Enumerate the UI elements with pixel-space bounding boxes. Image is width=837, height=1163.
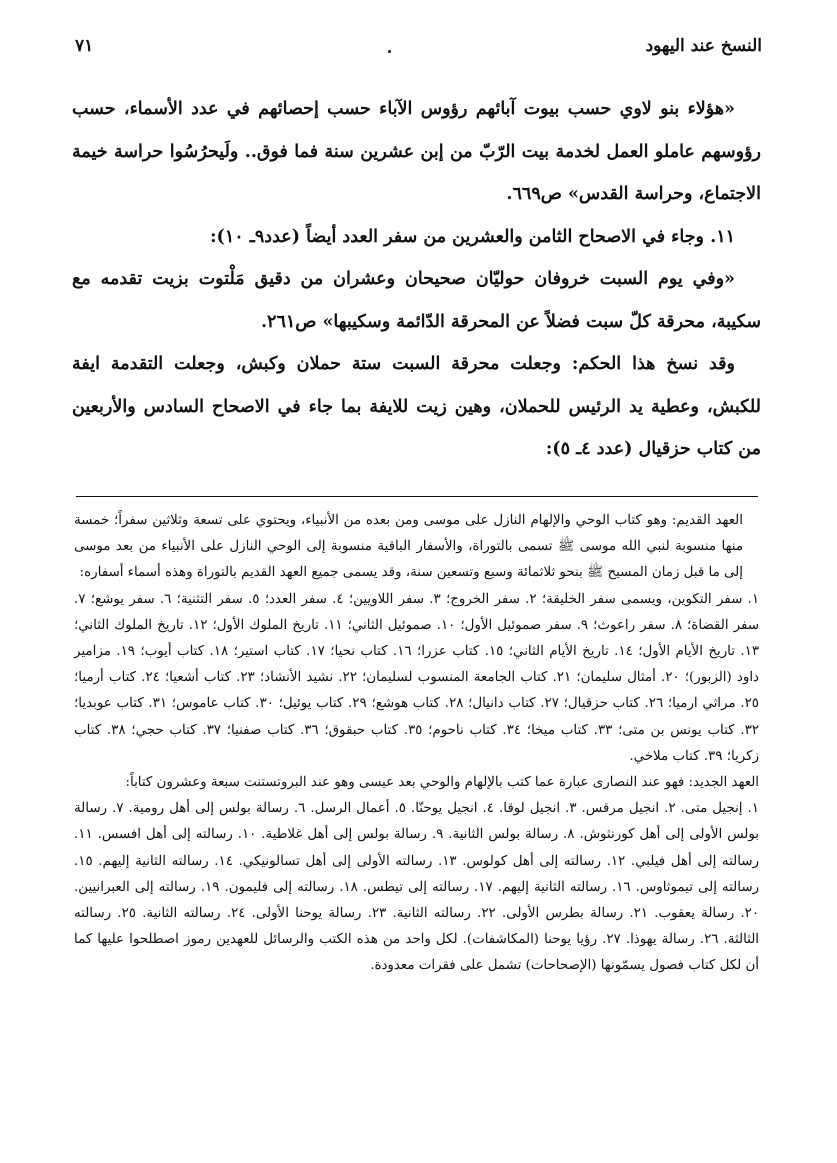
abrogation-paragraph: وقد نسخ هذا الحكم: وجعلت محرقة السبت ستة حملان وكبش، وجعلت التقدمة ايفة للكبش، وعطية يد الرئيس للحملان، وهين زيت للايفة بما جاء في الاصحاح السادس والأربعين من كتاب حزقيال (عدد ٤ـ ٥):: [72, 354, 761, 459]
section-11-heading: ١١. وجاء في الاصحاح الثامن والعشرين من سفر العدد أيضاً (عدد٩ـ ١٠):: [210, 226, 735, 247]
old-testament-books: ١. سفر التكوين، ويسمى سفر الخليقة؛ ٢. سفر الخروج؛ ٣. سفر اللاويين؛ ٤. سفر العدد؛ ٥. سفر التثنية؛ ٦. سفر يوشع؛ ٧. سفر القضاة؛ ٨. سفر راعوث؛ ٩. سفر صموئيل الأول؛ ١٠. صموئيل الثاني؛ ١١. تاريخ الملوك الأول؛ ١٢. تاريخ الملوك الثاني؛ ١٣. تاريخ الأيام الأول؛ ١٤. تاريخ الأيام الثاني؛ ١٥. كتاب عزرا؛ ١٦. كتاب نحيا؛ ١٧. كتاب استير؛ ١٨. كتاب أيوب؛ ١٩. مزامير داود (الزبور)؛ ٢٠. أمثال سليمان؛ ٢١. كتاب الجامعة المنسوب لسليمان؛ ٢٢. نشيد الأنشاد؛ ٢٣. كتاب أشعيا؛ ٢٤. كتاب أرميا؛ ٢٥. مراثي ارميا؛ ٢٦. كتاب حزقيال؛ ٢٧. كتاب دانيال؛ ٢٨. كتاب هوشع؛ ٢٩. كتاب يوئيل؛ ٣٠. كتاب عاموس؛ ٣١. كتاب عوبديا؛ ٣٢. كتاب يونس بن متى؛ ٣٣. كتاب ميخا؛ ٣٤. كتاب ناحوم؛ ٣٥. كتاب حبقوق؛ ٣٦. كتاب صفنيا؛ ٣٧. كتاب حجي؛ ٣٨. كتاب زكريا؛ ٣٩. كتاب ملاخي.: [74, 591, 760, 764]
quote-paragraph-1: «هؤلاء بنو لاوي حسب بيوت آبائهم رؤوس الآباء حسب إحصائهم في عدد الأسماء، حسب رؤوسهم عاملو العمل لخدمة بيت الرّبّ من إبن عشرين سنة فما فوق.. ولَيحرُسُوا حراسة خيمة الاجتماع، وحراسة القدس» ص٦٦٩.: [72, 99, 761, 204]
page-header: [70, 32, 767, 62]
main-text: [72, 88, 761, 471]
running-title: النسخ عند اليهود: [645, 36, 762, 56]
new-testament-intro: العهد الجديد: فهو عند النصارى عبارة عما كتب بالإلهام والوحي بعد عيسى وهو عند البروتستنت سبعة وعشرون كتاباً:: [125, 775, 759, 791]
quote-paragraph-2: «وفي يوم السبت خروفان حوليّان صحيحان وعشران من دقيق مَلْتوت بزيت تقدمه مع سكيبة، محرقة كلّ سبت فضلاً عن المحرقة الدّائمة وسكيبها» ص٢٦١.: [72, 269, 761, 332]
footnote-divider: [76, 496, 758, 497]
new-testament-books: ١. إنجيل متى. ٢. انجيل مرقس. ٣. انجيل لوقا. ٤. انجيل يوحنّا. ٥. أعمال الرسل. ٦. رسالة بولس إلى أهل رومية. ٧. رسالة بولس الأولى إلى أهل كورنثوش. ٨. رسالة بولس الثانية. ٩. رسالة بولس إلى أهل غلاطية. ١٠. رسالته إلى أهل افسس. ١١. رسالته إلى أهل فيلبي. ١٢. رسالته إلى أهل كولوس. ١٣. رسالته الأولى إلى أهل تسالونيكي. ١٤. رسالته الثانية إليهم. ١٥. رسالته إلى تيموثاوس. ١٦. رسالته الثانية إليهم. ١٧. رسالته إلى تيطس. ١٨. رسالته إلى فليمون. ١٩. رسالته إلى العبرانيين. ٢٠. رسالة يعقوب. ٢١. رسالة بطرس الأولى. ٢٢. رسالته الثانية. ٢٣. رسالة يوحنا الأولى. ٢٤. رسالته الثانية. ٢٥. رسالته الثالثة. ٢٦. رسالة يهوذا. ٢٧. رؤيا يوحنا (المكاشفات). لكل واحد من هذه الكتب والرسائل للعهدين رموز اصطلحوا عليها كما أن لكل كتاب فصول يسمّونها (الإصحاحات) تشمل على فقرات معدودة.: [74, 801, 760, 974]
old-testament-intro: العهد القديم: وهو كتاب الوحي والإلهام النازل على موسى ومن بعده من الأنبياء، ويحتوي على تسعة وثلاثين سفراً؛ خمسة منها منسوبة لنبي الله موسى ﷺ تسمى بالتوراة، والأسفار الباقية منسوبة إلى الوحي النازل على الأنبياء من بعد موسى إلى ما قبل زمان المسيح ﷺ بنحو ثلاثمائة وسبع وتسعين سنة، وقد يسمى جميع العهد القديم بالتوراة وهذه أسماء أسفاره:: [74, 513, 743, 581]
page-number: ٧١: [75, 36, 94, 56]
header-dot: [388, 50, 391, 53]
footnotes: [74, 508, 759, 980]
